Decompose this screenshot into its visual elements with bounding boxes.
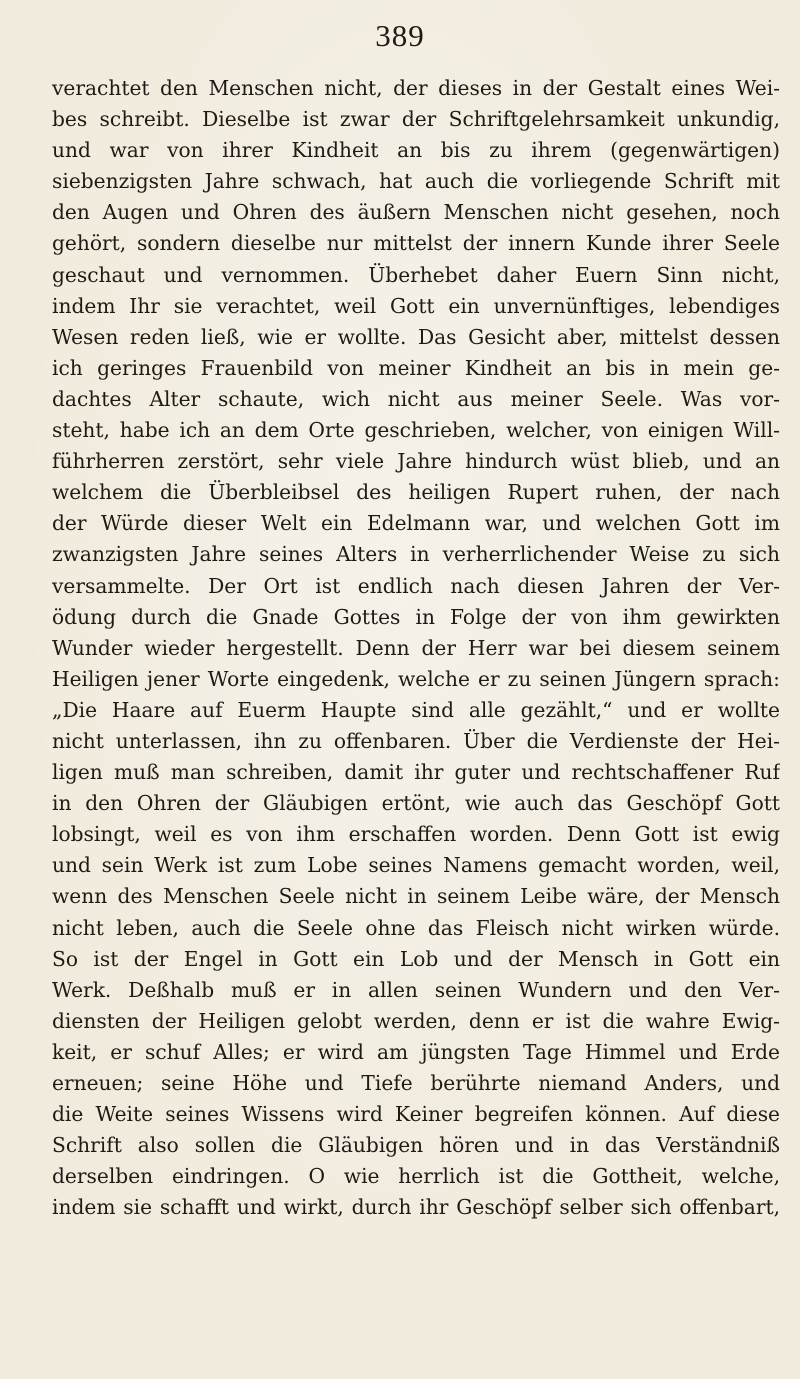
text-line: in den Ohren der Gläubigen ertönt, wie auch das Geschöpf Gott — [52, 791, 780, 816]
text-line: Werk. Deßhalb muß er in allen seinen Wundern und den Ver- — [52, 977, 780, 1002]
text-line: indem sie schafft und wirkt, durch ihr Geschöpf selber sich offenbart, — [52, 1195, 780, 1220]
text-line: ödung durch die Gnade Gottes in Folge der von ihm gewirkten — [52, 604, 780, 629]
text-line: Wesen reden ließ, wie er wollte. Das Gesicht aber, mittelst dessen — [52, 324, 780, 349]
text-line: geschaut und vernommen. Überhebet daher Euern Sinn nicht, — [52, 262, 780, 287]
text-line: siebenzigsten Jahre schwach, hat auch die vorliegende Schrift mit — [52, 169, 780, 194]
text-line: versammelte. Der Ort ist endlich nach diesen Jahren der Ver- — [52, 573, 780, 598]
text-line: bes schreibt. Dieselbe ist zwar der Schriftgelehrsamkeit unkundig, — [52, 107, 780, 132]
text-line: So ist der Engel in Gott ein Lob und der Mensch in Gott ein — [52, 946, 780, 971]
text-line: ligen muß man schreiben, damit ihr guter und rechtschaffener Ruf — [52, 760, 780, 785]
text-line: welchem die Überbleibsel des heiligen Rupert ruhen, der nach — [52, 480, 780, 505]
text-line: diensten der Heiligen gelobt werden, denn er ist die wahre Ewig- — [52, 1008, 780, 1033]
text-line: „Die Haare auf Euerm Haupte sind alle gezählt,“ und er wollte — [52, 697, 780, 722]
text-line: der Würde dieser Welt ein Edelmann war, und welchen Gott im — [52, 511, 780, 536]
text-line: Heiligen jener Worte eingedenk, welche er zu seinen Jüngern sprach: — [52, 666, 780, 691]
text-line: derselben eindringen. O wie herrlich ist die Gottheit, welche, — [52, 1164, 780, 1189]
text-line: und war von ihrer Kindheit an bis zu ihrem (gegenwärtigen) — [52, 138, 780, 163]
text-line: dachtes Alter schaute, wich nicht aus meiner Seele. Was vor- — [52, 386, 780, 411]
text-line: wenn des Menschen Seele nicht in seinem Leibe wäre, der Mensch — [52, 884, 780, 909]
text-line: Schrift also sollen die Gläubigen hören und in das Verständniß — [52, 1133, 780, 1158]
text-line: und sein Werk ist zum Lobe seines Namens gemacht worden, weil, — [52, 853, 780, 878]
text-line: den Augen und Ohren des äußern Menschen nicht gesehen, noch — [52, 200, 780, 225]
body-text — [52, 73, 780, 1223]
page-number: 389 — [375, 18, 425, 53]
text-line: ich geringes Frauenbild von meiner Kindheit an bis in mein ge- — [52, 355, 780, 380]
text-line: keit, er schuf Alles; er wird am jüngsten Tage Himmel und Erde — [52, 1039, 780, 1064]
text-line: lobsingt, weil es von ihm erschaffen worden. Denn Gott ist ewig — [52, 822, 780, 847]
text-line: indem Ihr sie verachtet, weil Gott ein unvernünftiges, lebendiges — [52, 293, 780, 318]
text-line: erneuen; seine Höhe und Tiefe berührte niemand Anders, und — [52, 1071, 780, 1095]
text-line: gehört, sondern dieselbe nur mittelst der innern Kunde ihrer Seele — [52, 231, 780, 256]
text-line: führherren zerstört, sehr viele Jahre hindurch wüst blieb, und an — [52, 449, 780, 474]
text-line: Wunder wieder hergestellt. Denn der Herr war bei diesem seinem — [52, 635, 780, 660]
text-line: steht, habe ich an dem Orte geschrieben, welcher, von einigen Will- — [52, 418, 780, 443]
text-line: nicht unterlassen, ihn zu offenbaren. Über die Verdienste der Hei- — [52, 728, 780, 753]
text-line: verachtet den Menschen nicht, der dieses in der Gestalt eines Wei- — [52, 76, 780, 100]
text-line: zwanzigsten Jahre seines Alters in verherrlichender Weise zu sich — [52, 542, 780, 567]
text-line: nicht leben, auch die Seele ohne das Fleisch nicht wirken würde. — [52, 915, 780, 940]
text-line: die Weite seines Wissens wird Keiner begreifen können. Auf diese — [52, 1102, 780, 1127]
